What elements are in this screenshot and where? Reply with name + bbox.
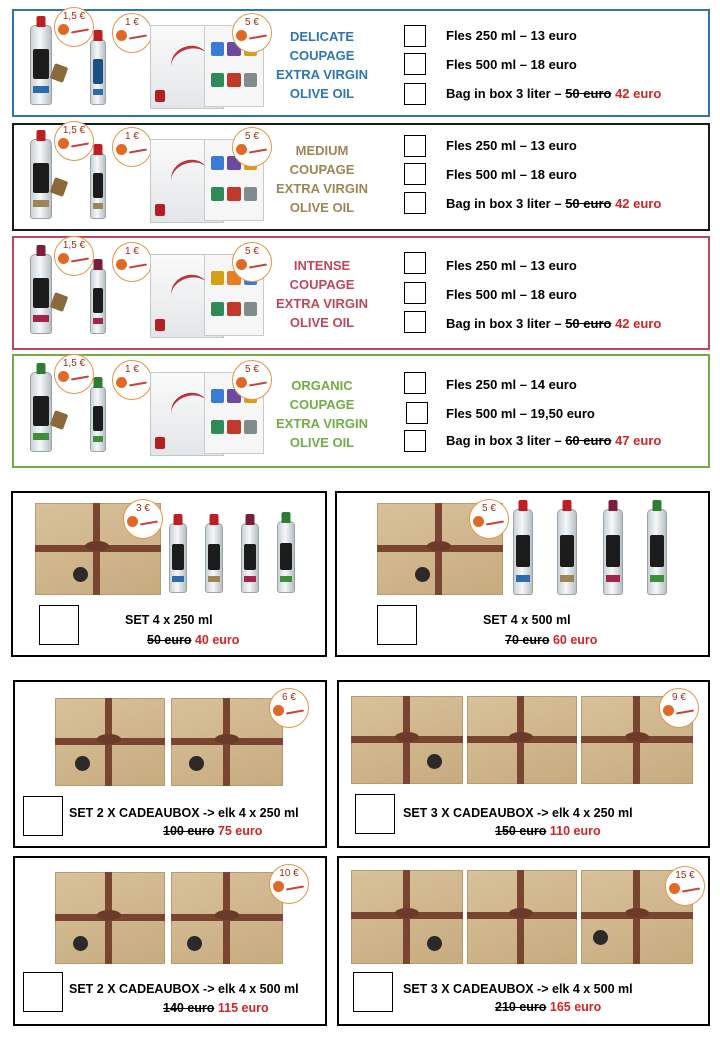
set-checkbox[interactable] (23, 972, 63, 1012)
option-fles-500: Fles 500 ml – 18 euro (446, 57, 577, 72)
checkbox-bag-in-box[interactable] (404, 311, 426, 333)
set-name: SET 2 X CADEAUBOX -> elk 4 x 250 ml (69, 806, 299, 820)
oil-title: DELICATE COUPAGE EXTRA VIRGIN OLIVE OIL (276, 29, 368, 101)
set-checkbox[interactable] (355, 794, 395, 834)
option-fles-250: Fles 250 ml – 13 euro (446, 138, 577, 153)
checkbox-fles-500[interactable] (404, 163, 426, 185)
price-badge: 1 € (112, 360, 152, 400)
old-price: 50 euro (565, 196, 612, 211)
checkbox-fles-500[interactable] (406, 402, 428, 424)
price-badge: 1,5 € (54, 121, 94, 161)
oil-row-organic (12, 354, 710, 468)
oil-row-delicate (12, 9, 710, 117)
bottle-500-image (90, 268, 106, 334)
price-badge: 1,5 € (54, 236, 94, 276)
price-badge: 1 € (112, 13, 152, 53)
bottle-tag-icon (50, 63, 69, 83)
option-fles-250: Fles 250 ml – 13 euro (446, 258, 577, 273)
bottle-250-image (30, 372, 52, 452)
old-price: 50 euro (565, 86, 612, 101)
price-badge: 5 € (232, 242, 272, 282)
bottle-image (277, 521, 295, 593)
set-name: SET 3 X CADEAUBOX -> elk 4 x 250 ml (403, 806, 633, 820)
new-price: 42 euro (611, 86, 662, 101)
set-3-giftbox-250-card (337, 680, 710, 848)
bottle-tag-icon (50, 410, 69, 430)
bottle-image (557, 509, 577, 595)
set-price: 50 euro 40 euro (147, 633, 240, 647)
set-2-giftbox-500-card (13, 856, 327, 1026)
bottle-250-image (30, 25, 52, 105)
gift-box-image (55, 698, 165, 786)
gift-box-image (351, 696, 463, 784)
option-bag-in-box: Bag in box 3 liter – 50 euro 42 euro (446, 316, 662, 331)
checkbox-fles-250[interactable] (404, 25, 426, 47)
set-checkbox[interactable] (377, 605, 417, 645)
set-checkbox[interactable] (23, 796, 63, 836)
option-bag-in-box: Bag in box 3 liter – 50 euro 42 euro (446, 196, 662, 211)
price-badge: 5 € (232, 360, 272, 400)
bottle-tag-icon (50, 177, 69, 197)
bottle-500-image (90, 153, 106, 219)
bottle-image (513, 509, 533, 595)
gift-box-image (351, 870, 463, 964)
set-price: 150 euro 110 euro (495, 824, 601, 838)
oil-row-medium (12, 123, 710, 231)
new-price: 42 euro (611, 316, 662, 331)
set-checkbox[interactable] (353, 972, 393, 1012)
set-3-giftbox-500-card (337, 856, 710, 1026)
set-4x500-card (335, 491, 710, 657)
option-fles-250: Fles 250 ml – 14 euro (446, 377, 577, 392)
checkbox-fles-500[interactable] (404, 53, 426, 75)
price-badge: 9 € (659, 688, 699, 728)
bottle-500-image (90, 39, 106, 105)
new-price: 42 euro (611, 196, 662, 211)
price-badge: 10 € (269, 864, 309, 904)
set-price: 100 euro 75 euro (163, 824, 263, 838)
bottle-image (205, 523, 223, 593)
checkbox-fles-500[interactable] (404, 282, 426, 304)
set-name: SET 3 X CADEAUBOX -> elk 4 x 500 ml (403, 982, 633, 996)
option-fles-500: Fles 500 ml – 18 euro (446, 287, 577, 302)
price-badge: 15 € (665, 866, 705, 906)
set-price: 210 euro 165 euro (495, 1000, 602, 1014)
price-badge: 5 € (232, 127, 272, 167)
new-price: 47 euro (611, 433, 662, 448)
option-fles-500: Fles 500 ml – 19,50 euro (446, 406, 595, 421)
bottle-250-image (30, 139, 52, 219)
price-badge: 1,5 € (54, 7, 94, 47)
checkbox-fles-250[interactable] (404, 135, 426, 157)
checkbox-bag-in-box[interactable] (404, 192, 426, 214)
set-checkbox[interactable] (39, 605, 79, 645)
option-bag-in-box: Bag in box 3 liter – 50 euro 42 euro (446, 86, 662, 101)
gift-box-image (171, 698, 283, 786)
gift-box-image (55, 872, 165, 964)
set-name: SET 2 X CADEAUBOX -> elk 4 x 500 ml (69, 982, 299, 996)
oil-row-intense (12, 236, 710, 350)
oil-title: INTENSE COUPAGE EXTRA VIRGIN OLIVE OIL (276, 258, 368, 330)
price-badge: 1 € (112, 242, 152, 282)
old-price: 50 euro (565, 316, 612, 331)
bottle-tag-icon (50, 292, 69, 312)
checkbox-fles-250[interactable] (404, 372, 426, 394)
bottle-image (603, 509, 623, 595)
checkbox-fles-250[interactable] (404, 252, 426, 274)
set-price: 140 euro 115 euro (163, 1001, 269, 1015)
oil-title: ORGANIC COUPAGE EXTRA VIRGIN OLIVE OIL (276, 378, 368, 450)
bottle-image (241, 523, 259, 593)
set-2-giftbox-250-card (13, 680, 327, 848)
oil-title: MEDIUM COUPAGE EXTRA VIRGIN OLIVE OIL (276, 143, 368, 215)
old-price: 60 euro (565, 433, 612, 448)
set-name: SET 4 x 500 ml (483, 613, 571, 627)
option-fles-500: Fles 500 ml – 18 euro (446, 167, 577, 182)
set-name: SET 4 x 250 ml (125, 613, 213, 627)
set-price: 70 euro 60 euro (505, 633, 598, 647)
bottle-500-image (90, 386, 106, 452)
bottle-image (647, 509, 667, 595)
gift-box-image (467, 696, 577, 784)
gift-box-image (171, 872, 283, 964)
price-badge: 1,5 € (54, 354, 94, 394)
price-badge: 5 € (469, 499, 509, 539)
price-badge: 5 € (232, 13, 272, 53)
checkbox-bag-in-box[interactable] (404, 83, 426, 105)
set-4x250-card (11, 491, 327, 657)
option-bag-in-box: Bag in box 3 liter – 60 euro 47 euro (446, 433, 662, 448)
option-fles-250: Fles 250 ml – 13 euro (446, 28, 577, 43)
bottle-250-image (30, 254, 52, 334)
bottle-image (169, 523, 187, 593)
price-badge: 1 € (112, 127, 152, 167)
checkbox-bag-in-box[interactable] (404, 430, 426, 452)
price-badge: 6 € (269, 688, 309, 728)
price-badge: 3 € (123, 499, 163, 539)
gift-box-image (467, 870, 577, 964)
